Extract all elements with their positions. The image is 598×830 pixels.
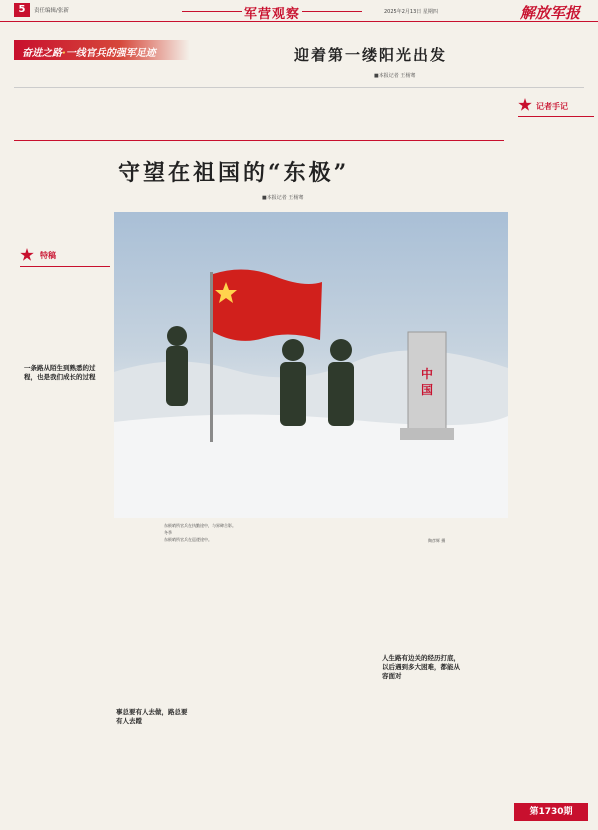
svg-text:国: 国 bbox=[420, 383, 434, 397]
star-icon bbox=[518, 98, 532, 112]
reporter-note-label: 记者手记 bbox=[536, 102, 568, 111]
photo-caption bbox=[164, 522, 236, 543]
main-column-5b bbox=[380, 688, 464, 822]
photo-credit: 陶彦辉 摄 bbox=[428, 538, 446, 543]
main-column-1b bbox=[20, 404, 108, 804]
subhead-1: 一条路从陌生到熟悉的过程，也是我们成长的过程 bbox=[24, 364, 96, 381]
main-headline: 守望在祖国的“东极” bbox=[118, 160, 350, 186]
main-column-5a bbox=[380, 554, 464, 650]
star-icon bbox=[20, 248, 34, 262]
banner-part1: 奋进之路 bbox=[22, 48, 62, 59]
editor-line: 责任编辑/张新 bbox=[34, 8, 69, 14]
issue-date: 2025年2月13日 星期四 bbox=[384, 9, 438, 15]
divider bbox=[14, 140, 504, 141]
divider bbox=[14, 87, 584, 88]
main-column-6 bbox=[512, 212, 588, 798]
story1-column-5 bbox=[358, 96, 440, 132]
issue-number-stamp: 第1730期 bbox=[514, 803, 588, 821]
main-column-2b bbox=[114, 730, 194, 822]
photo-caption-line-2: 冬季 bbox=[164, 530, 172, 535]
story1-column-4 bbox=[272, 96, 354, 132]
main-column-2a bbox=[114, 554, 194, 704]
main-column-1a bbox=[20, 276, 108, 358]
section-title: 军营观察 bbox=[244, 3, 300, 22]
masthead bbox=[0, 0, 598, 22]
feature-label: 特稿 bbox=[40, 251, 56, 260]
page-number: 5 bbox=[14, 3, 30, 17]
main-column-4 bbox=[290, 554, 374, 822]
banner-part2: 一线官兵的强军足迹 bbox=[65, 48, 156, 59]
column-banner bbox=[14, 40, 190, 60]
story1-column-1 bbox=[14, 96, 96, 132]
subhead-3: 人生路有边关的经历打底，以后遇到多大困难，都能从容面对 bbox=[382, 654, 460, 680]
feature-badge bbox=[20, 246, 110, 268]
photo-caption-line-1: 东极哨所官兵在执勤途中，与界碑合影。 bbox=[164, 523, 236, 528]
newspaper-logo: 解放军报 bbox=[520, 4, 581, 22]
subhead-2: 事总要有人去做，路总要有人去蹚 bbox=[116, 708, 188, 725]
photo-caption-line-3: 东极哨所官兵在巡逻途中。 bbox=[164, 537, 212, 542]
main-column-3 bbox=[200, 554, 284, 822]
svg-text:中: 中 bbox=[420, 367, 434, 381]
main-byline: ■本报记者 王杨骞 bbox=[262, 195, 304, 201]
story1-column-6 bbox=[444, 96, 512, 132]
border-post-photo bbox=[114, 212, 508, 518]
story1-column-2 bbox=[100, 96, 182, 132]
story1-byline: ■本报记者 王杨骞 bbox=[374, 73, 416, 79]
banner-separator: · bbox=[62, 48, 66, 59]
story1-column-3 bbox=[186, 96, 268, 132]
reporter-note-badge bbox=[518, 94, 594, 120]
story1-headline: 迎着第一缕阳光出发 bbox=[294, 46, 448, 64]
